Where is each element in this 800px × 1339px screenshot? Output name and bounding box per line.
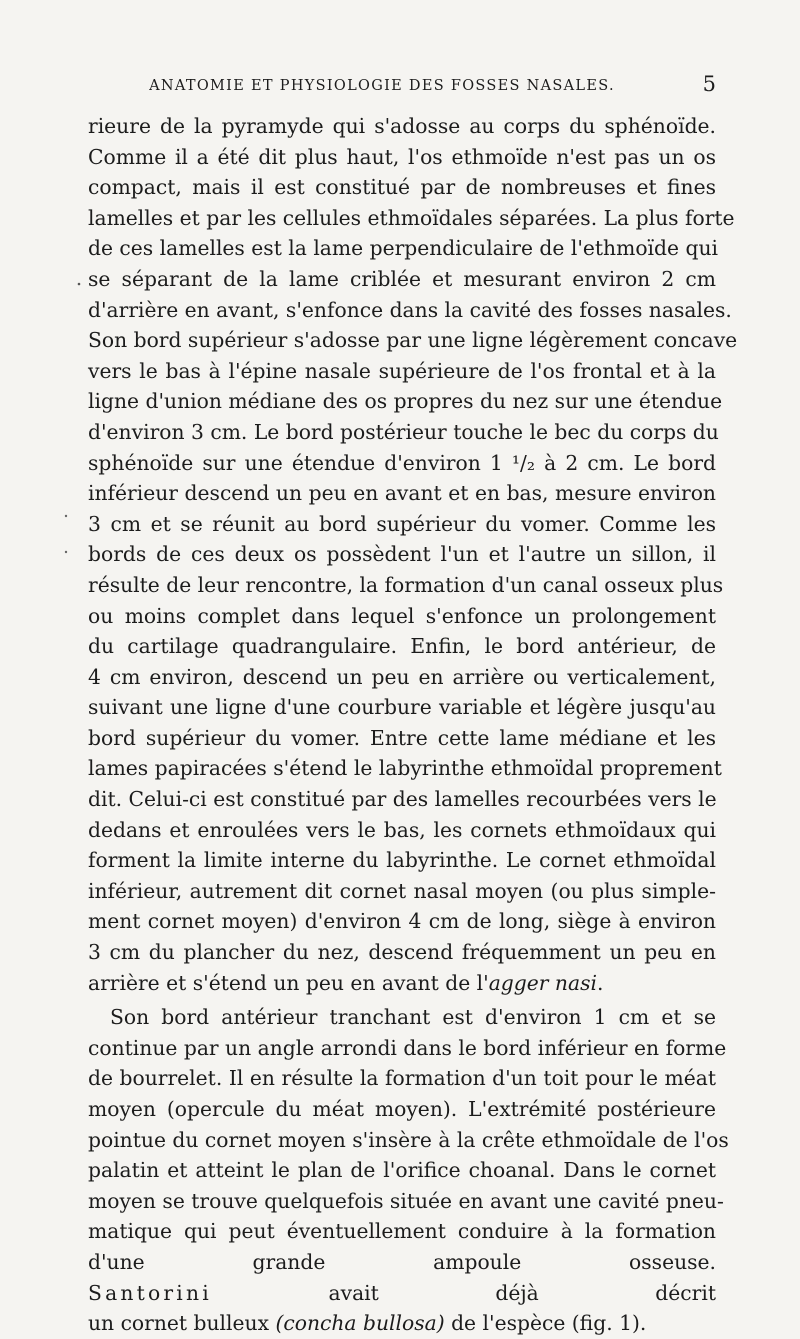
text-line: bord supérieur du vomer. Entre cette lame médiane et les bbox=[88, 725, 716, 750]
speck bbox=[78, 283, 81, 286]
text-line: d'une grande ampoule osseuse. bbox=[88, 1249, 716, 1274]
text-run: de l'espèce (fig. 1). bbox=[444, 1311, 647, 1336]
text-run: . bbox=[596, 970, 604, 995]
text-line: inférieur descend un peu en avant et en bas, mesure environ bbox=[88, 481, 716, 506]
italic-term-concha-bullosa: (concha bullosa) bbox=[275, 1311, 445, 1336]
text-line: de bourrelet. Il en résulte la formation d'un toit pour le méat bbox=[88, 1066, 716, 1091]
text-line: 3 cm du plancher du nez, descend fréquemment un peu en bbox=[88, 940, 716, 965]
text-run: arrière et s'étend un peu en avant de l' bbox=[88, 970, 489, 995]
text-line: compact, mais il est constitué par de nombreuses et fines bbox=[88, 175, 716, 200]
text-line: forment la limite interne du labyrinthe. Le cornet ethmoïdal bbox=[88, 848, 716, 873]
text-line: Son bord supérieur s'adosse par une ligne légèrement concave bbox=[88, 328, 738, 353]
text-line: sphénoïde sur une étendue d'environ 1 ¹/₂ à 2 cm. Le bord bbox=[88, 450, 716, 475]
text-line: inférieur, autrement dit cornet nasal moyen (ou plus simple- bbox=[88, 878, 716, 903]
text-line: ment cornet moyen) d'environ 4 cm de long, siège à environ bbox=[88, 909, 716, 934]
text-line: lames papiracées s'étend le labyrinthe ethmoïdal proprement bbox=[88, 756, 722, 781]
text-line: palatin et atteint le plan de l'orifice choanal. Dans le cornet bbox=[88, 1158, 716, 1183]
text-line bbox=[88, 1308, 716, 1339]
text-line: bords de ces deux os possèdent l'un et l'autre un sillon, il bbox=[88, 542, 716, 567]
text-line: pointue du cornet moyen s'insère à la crête ethmoïdale de l'os bbox=[88, 1127, 729, 1152]
text-line: Comme il a été dit plus haut, l'os ethmoïde n'est pas un os bbox=[88, 144, 716, 169]
text-line: ligne d'union médiane des os propres du nez sur une étendue bbox=[88, 389, 723, 414]
text-line: de ces lamelles est la lame perpendiculaire de l'ethmoïde qui bbox=[88, 236, 719, 261]
running-title: ANATOMIE ET PHYSIOLOGIE DES FOSSES NASALES. bbox=[149, 78, 615, 94]
text-line: moyen se trouve quelquefois située en avant une cavité pneu- bbox=[88, 1188, 724, 1213]
author-name-santorini: Santorini bbox=[88, 1280, 212, 1305]
text-line: dedans et enroulées vers le bas, les cornets ethmoïdaux qui bbox=[88, 817, 716, 842]
text-line: d'environ 3 cm. Le bord postérieur touche le bec du corps du bbox=[88, 419, 719, 444]
text-line: 3 cm et se réunit au bord supérieur du vomer. Comme les bbox=[88, 511, 716, 536]
text-line: se séparant de la lame criblée et mesurant environ 2 cm bbox=[88, 266, 716, 291]
text-line: suivant une ligne d'une courbure variable et légère jusqu'au bbox=[88, 695, 716, 720]
text-run: un cornet bulleux bbox=[88, 1311, 276, 1336]
page-number: 5 bbox=[702, 72, 716, 96]
text-line: rieure de la pyramyde qui s'adosse au corps du sphénoïde. bbox=[88, 114, 716, 138]
speck bbox=[65, 551, 67, 553]
text-line: matique qui peut éventuellement conduire à la formation bbox=[88, 1219, 716, 1244]
speck bbox=[65, 515, 67, 517]
text-line: du cartilage quadrangulaire. Enfin, le bord antérieur, de bbox=[88, 634, 716, 659]
text-line: résulte de leur rencontre, la formation d'un canal osseux plus bbox=[88, 572, 724, 597]
text-line bbox=[88, 1278, 716, 1309]
text-line: Son bord antérieur tranchant est d'environ 1 cm et se bbox=[110, 1005, 716, 1030]
text-line: d'arrière en avant, s'enfonce dans la cavité des fosses nasales. bbox=[88, 297, 732, 322]
text-line: moyen (opercule du méat moyen). L'extrémité postérieure bbox=[88, 1097, 716, 1121]
text-line: lamelles et par les cellules ethmoïdales séparées. La plus forte bbox=[88, 205, 735, 230]
text-line: 4 cm environ, descend un peu en arrière ou verticalement, bbox=[88, 664, 716, 689]
text-line: dit. Celui-ci est constitué par des lamelles recourbées vers le bbox=[88, 787, 717, 812]
text-line: continue par un angle arrondi dans le bord inférieur en forme bbox=[88, 1035, 727, 1060]
italic-term-agger-nasi: agger nasi bbox=[488, 970, 597, 995]
text-run: avait déjà décrit bbox=[211, 1280, 716, 1305]
text-line: vers le bas à l'épine nasale supérieure de l'os frontal et à la bbox=[88, 358, 716, 383]
text-line: ou moins complet dans lequel s'enfonce un prolongement bbox=[88, 603, 716, 628]
